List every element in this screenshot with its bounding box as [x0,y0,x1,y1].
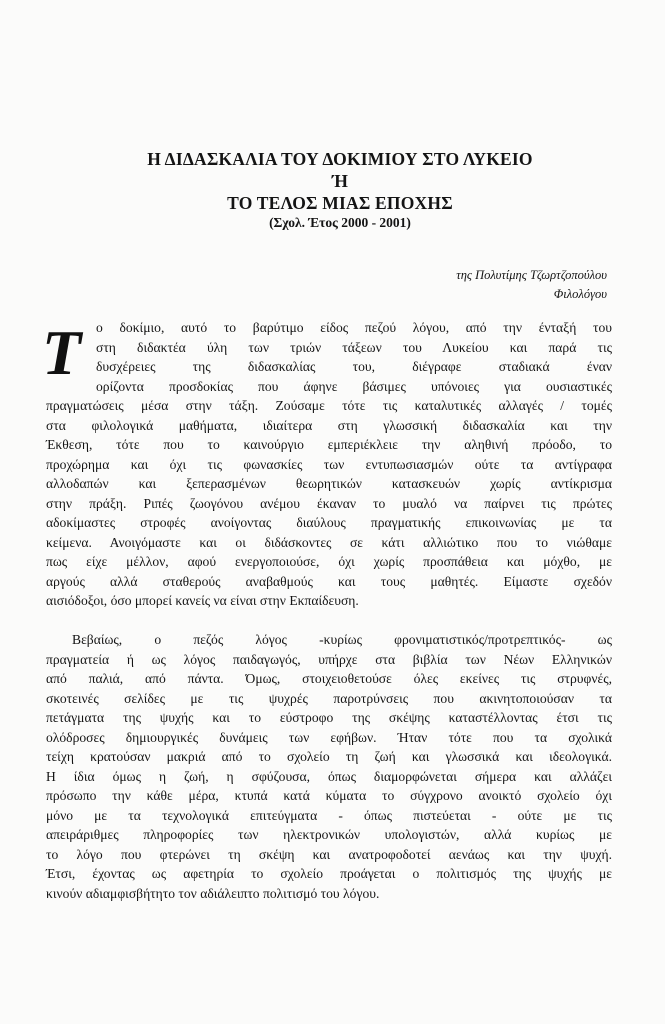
title-line-2: Ή [331,171,349,191]
author-role: Φιλολόγου [553,287,607,301]
text-line: Έκθεση, τότε που το καινούργιο εμπεριέκλειε την αληθινή πρόοδο, το [46,437,612,452]
text-line: ορίζοντα προσδοκίας που άφηνε βάσιμες υπόνοιες για ουσιαστικές [96,378,612,394]
text-line: Βεβαίως, ο πεζός λόγος -κυρίως φρονιματιστικός/προτρεπτικός- ως [72,632,612,647]
text-line: απειράριθμες πληροφορίες των ηλεκτρονικών υπολογιστών, αλλά κυρίως με [46,827,612,842]
text-line: κείμενα. Ανοιγόμαστε και οι διδάσκοντες σε κάτι αλλιώτικο που το νιώθαμε [46,534,612,550]
text-line: από παλιά, από πάντα. Όμως, στοιχειοθετούσε όλες εκείνες τις στρυφνές, [46,671,612,686]
text-line: αισιόδοξοι, όσο μπορεί κανείς να είναι στην Εκπαίδευση. [46,593,359,608]
title-block [80,148,600,232]
text-line: πρόσωπο την κάθε μέρα, κτυπά κατά κύματα το σύγχρονο ανοικτό σχολείο όχι [46,788,612,803]
text-line: ολόδροσες δημιουργικές δυνάμεις των εφήβων. Ήταν τότε που τα σχολικά [46,729,612,745]
paragraph-2 [46,630,612,903]
text-line: πραγματώσεις μέσα στην τάξη. Ζούσαμε τότε τις καταλυτικές αλλαγές / τομές [46,398,612,413]
text-line: κινούν αδιαμφισβήτητο τον αδιάλειπτο πολιτισμό του λόγου. [46,885,380,901]
drop-cap: Τ [42,317,82,388]
author-block [456,266,607,304]
subtitle: (Σχολ. Έτος 2000 - 2001) [269,215,411,230]
text-line: στη διδακτέα ύλη των τριών τάξεων του Λυκείου και παρά τις [96,339,612,355]
text-line: πως είχε μέλλον, αφού ενεργοποιούσε, όχι χωρίς προσπάθεια και μόχθο, με [46,554,612,569]
text-line: μόνο με τα τεχνολογικά επιτεύγματα - όπως πιστεύεται - ούτε με τις [46,807,612,823]
text-line: στην πράξη. Ριπές ζωογόνου ανέμου έκαναν το μυαλό να παίρνει τις πρώτες [46,495,612,511]
text-line: Έτσι, έχοντας ως αφετηρία το σχολείο προάγεται ο πολιτισμός της ψυχής με [46,866,612,881]
title-line-3: ΤΟ ΤΕΛΟΣ ΜΙΑΣ ΕΠΟΧΗΣ [227,193,453,213]
paragraph-1 [46,396,612,611]
text-line: στα φιλολογικά μαθήματα, ιδιαίτερα στη γλωσσική διδασκαλία και την [46,417,612,433]
text-line: πετάγματα της ψυχής και το εύστροφο της σκέψης καταστέλλοντας έτσι τις [46,710,612,725]
text-line: δυσχέρειες της διδασκαλίας του, διέγραφε σταδιακά έναν [96,359,612,374]
text-line: πραγματεία ή ως λόγος παιδαγωγός, υπήρχε στα βιβλία των Νέων Ελληνικών [46,651,612,667]
title-line-1: Η ΔΙΔΑΣΚΑΛΙΑ ΤΟΥ ΔΟΚΙΜΙΟΥ ΣΤΟ ΛΥΚΕΙΟ [147,149,533,169]
text-line: αδοκίμαστες στροφές ανοίγοντας διαύλους πραγματικής επικοινωνίας με τα [46,515,612,530]
text-line: τείχη κρατούσαν μακριά από το σχολείο τη ζωή και γλωσσικά και ιδεολογικά. [46,749,612,764]
paragraph-1-wrapped [96,318,612,396]
text-line: προχώρημα και όχι τις φωνασκίες των εντυπωσιασμών ούτε τα αντίγραφα [46,456,612,472]
text-line: αργούς αλλά σταθερούς αναβαθμούς και τους μαθητές. Είμαστε σχεδόν [46,573,612,589]
author-name: της Πολυτίμης Τζωρτζοπούλου [456,268,607,282]
text-line: Η ίδια όμως η ζωή, η σφύζουσα, όπως διαμορφώνεται σήμερα και αλλάζει [46,768,612,784]
text-line: σκοτεινές σελίδες με τις ψυχρές παροτρύνσεις που ακινητοποιούσαν τα [46,690,612,706]
text-line: αλλοδαπών και ξεπερασμένων θεωρητικών κατασκευών χωρίς αντίκρισμα [46,476,612,491]
text-line: το λόγο που φτερώνει τη σκέψη και ανατροφοδοτεί αενάως και την ψυχή. [46,846,612,862]
text-line: ο δοκίμιο, αυτό το βαρύτιμο είδος πεζού λόγου, από την ένταξή του [96,320,612,335]
